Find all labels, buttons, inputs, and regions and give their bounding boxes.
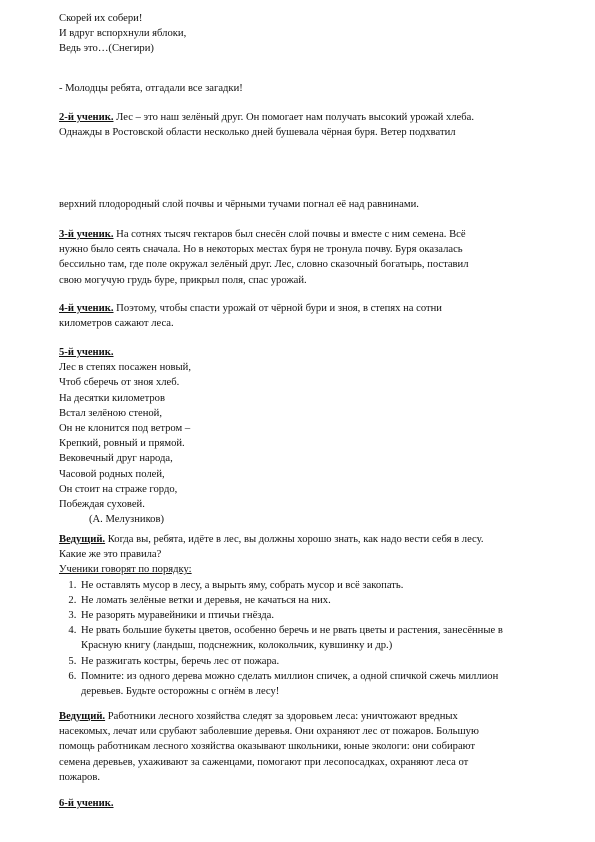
student-5-poem	[59, 345, 539, 527]
student-2-paragraph-continued	[59, 197, 539, 212]
speaker-label: 5-й ученик.	[59, 347, 114, 358]
leader-forestry-paragraph	[59, 709, 539, 785]
speaker-label: 3-й ученик.	[59, 229, 114, 240]
poem-line: Вековечный друг народа,	[59, 453, 173, 465]
paragraph-text: Однажды в Ростовской области несколько дней бушевала чёрная буря. Ветер подхватил	[59, 127, 456, 139]
paragraph-text: насекомых, лечат или срубают заболевшие деревья. Они охраняют лес от пожаров. Большую	[59, 726, 479, 738]
paragraph-text: Работники лесного хозяйства следят за здоровьем леса: уничтожают вредных	[105, 711, 458, 722]
paragraph-text: семена деревьев, ухаживают за саженцами, помогают при лесопосадках, охраняют леса от	[59, 756, 469, 768]
speaker-label: 4-й ученик.	[59, 303, 114, 314]
poem-line: Он стоит на страже гордо,	[59, 483, 178, 495]
paragraph-text: помощь работникам лесного хозяйства оказывают школьники, юные экологи: они собирают	[59, 741, 476, 753]
list-item: 1. Не оставлять мусор в лесу, а вырыть яму, собрать мусор и всё закопать.	[79, 578, 539, 593]
leader-rules-section	[59, 532, 539, 699]
poem-line: Он не клонится под ветром –	[59, 423, 191, 435]
speaker-label: Ведущий.	[59, 711, 106, 722]
list-item: 4. Не рвать большие букеты цветов, особенно беречь и не рвать цветы и растения, занесённые в Красную книгу (ландыш, подснежник, колокольчик, кувшинку и др.)	[79, 623, 539, 653]
poem-line: Встал зелёною стеной,	[59, 407, 162, 419]
paragraph-text: нужно было сеять сначала. Но в некоторых местах буря не тронула почву. Буря оказалась	[59, 244, 463, 256]
poem-line: Лес в степях посажен новый,	[59, 362, 191, 374]
verse-line: И вдруг вспорхнули яблоки,	[59, 28, 187, 40]
poem-line: Крепкий, ровный и прямой.	[59, 438, 185, 450]
praise-text: - Молодцы ребята, отгадали все загадки!	[59, 83, 243, 94]
list-item: 3. Не разорять муравейники и птичьи гнёзда.	[79, 608, 539, 623]
rules-list	[59, 578, 539, 700]
speaker-label: 2-й ученик.	[59, 112, 114, 123]
paragraph-text: пожаров.	[59, 771, 100, 783]
poem-line: На десятки километров	[59, 392, 165, 404]
paragraph-text: На сотнях тысяч гектаров был снесён слой почвы и вместе с ним семена. Всё	[113, 229, 466, 240]
paragraph-text: Какие же это правила?	[59, 549, 162, 561]
student-4-paragraph	[59, 301, 539, 331]
paragraph-text: Лес – это наш зелёный друг. Он помогает нам получать высокий урожай хлеба.	[113, 112, 474, 123]
paragraph-text: Поэтому, чтобы спасти урожай от чёрной бури и зноя, в степях на сотни	[113, 303, 442, 314]
poem-author: (А. Мелузников)	[89, 514, 164, 526]
student-6-heading	[59, 796, 539, 811]
poem-line: Чтоб сберечь от зноя хлеб.	[59, 377, 180, 389]
verse-line: Скорей их собери!	[59, 13, 143, 24]
speaker-label: Ведущий.	[59, 534, 106, 545]
speaker-label: 6-й ученик.	[59, 798, 114, 809]
paragraph-text: верхний плодородный слой почвы и чёрными тучами погнал её над равнинами.	[59, 199, 419, 210]
riddle-verse	[59, 11, 539, 57]
verse-line: Ведь это…(Снегири)	[59, 43, 154, 55]
paragraph-text: Когда вы, ребята, идёте в лес, вы должны хорошо знать, как надо вести себя в лесу.	[105, 534, 484, 545]
student-2-paragraph	[59, 110, 539, 140]
praise-line	[59, 81, 539, 96]
poem-line: Побеждая суховей.	[59, 499, 145, 511]
rules-heading: Ученики говорят по порядку:	[59, 564, 192, 576]
list-item: 2. Не ломать зелёные ветки и деревья, не качаться на них.	[79, 593, 539, 608]
poem-line: Часовой родных полей,	[59, 468, 165, 480]
paragraph-text: бессильно там, где поле окружал зелёный друг. Лес, словно сказочный богатырь, поставил	[59, 259, 469, 271]
paragraph-text: свою могучую грудь буре, прикрыл поля, спас урожай.	[59, 274, 307, 286]
paragraph-text: километров сажают леса.	[59, 318, 174, 330]
student-3-paragraph	[59, 227, 539, 288]
list-item: 5. Не разжигать костры, беречь лес от пожара.	[79, 654, 539, 669]
list-item: 6. Помните: из одного дерева можно сделать миллион спичек, а одной спичкой сжечь миллион деревьев. Будьте осторожны с огнём в лесу!	[79, 669, 539, 699]
